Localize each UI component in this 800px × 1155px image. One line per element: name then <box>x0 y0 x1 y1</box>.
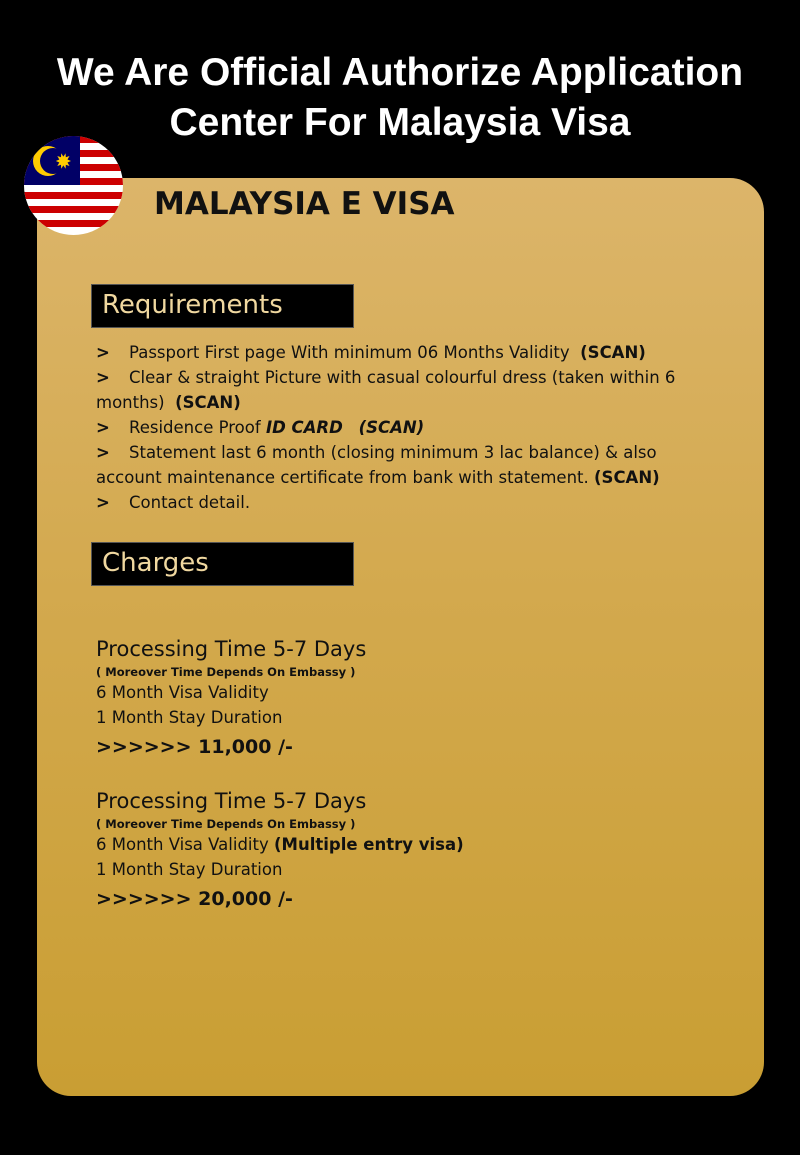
visa-validity: 6 Month Visa Validity <box>96 683 269 702</box>
charge-plan <box>96 634 656 764</box>
processing-time: Processing Time 5-7 Days <box>96 637 367 661</box>
list-item: > Residence Proof ID CARD (SCAN) <box>96 418 425 437</box>
embassy-note: ( Moreover Time Depends On Embassy ) <box>96 665 356 679</box>
requirements-list <box>96 340 696 515</box>
page-headline <box>0 48 800 148</box>
embassy-note: ( Moreover Time Depends On Embassy ) <box>96 817 356 831</box>
list-item: > Clear & straight Picture with casual colourful dress (taken within 6 months) (SCAN) <box>96 368 676 412</box>
charges-heading-box <box>91 542 354 586</box>
stay-duration: 1 Month Stay Duration <box>96 860 283 879</box>
list-item: > Passport First page With minimum 06 Months Validity (SCAN) <box>96 343 646 362</box>
card-title: MALAYSIA E VISA <box>154 186 455 222</box>
price: >>>>>> 11,000 /- <box>96 736 293 758</box>
price: >>>>>> 20,000 /- <box>96 888 293 910</box>
processing-time: Processing Time 5-7 Days <box>96 789 367 813</box>
headline-line-1: We Are Official Authorize Application <box>56 51 744 94</box>
charges-heading: Charges <box>102 548 209 578</box>
malaysia-flag-icon <box>24 136 123 235</box>
list-item: > Contact detail. <box>96 493 251 512</box>
requirements-heading: Requirements <box>102 290 283 320</box>
charge-plan <box>96 786 656 916</box>
headline-line-2: Center For Malaysia Visa <box>169 101 631 144</box>
stay-duration: 1 Month Stay Duration <box>96 708 283 727</box>
list-item: > Statement last 6 month (closing minimum 3 lac balance) & also account maintenance certificate from bank with statement. (SCAN) <box>96 443 660 487</box>
requirements-heading-box <box>91 284 354 328</box>
visa-validity: 6 Month Visa Validity (Multiple entry visa) <box>96 835 464 854</box>
